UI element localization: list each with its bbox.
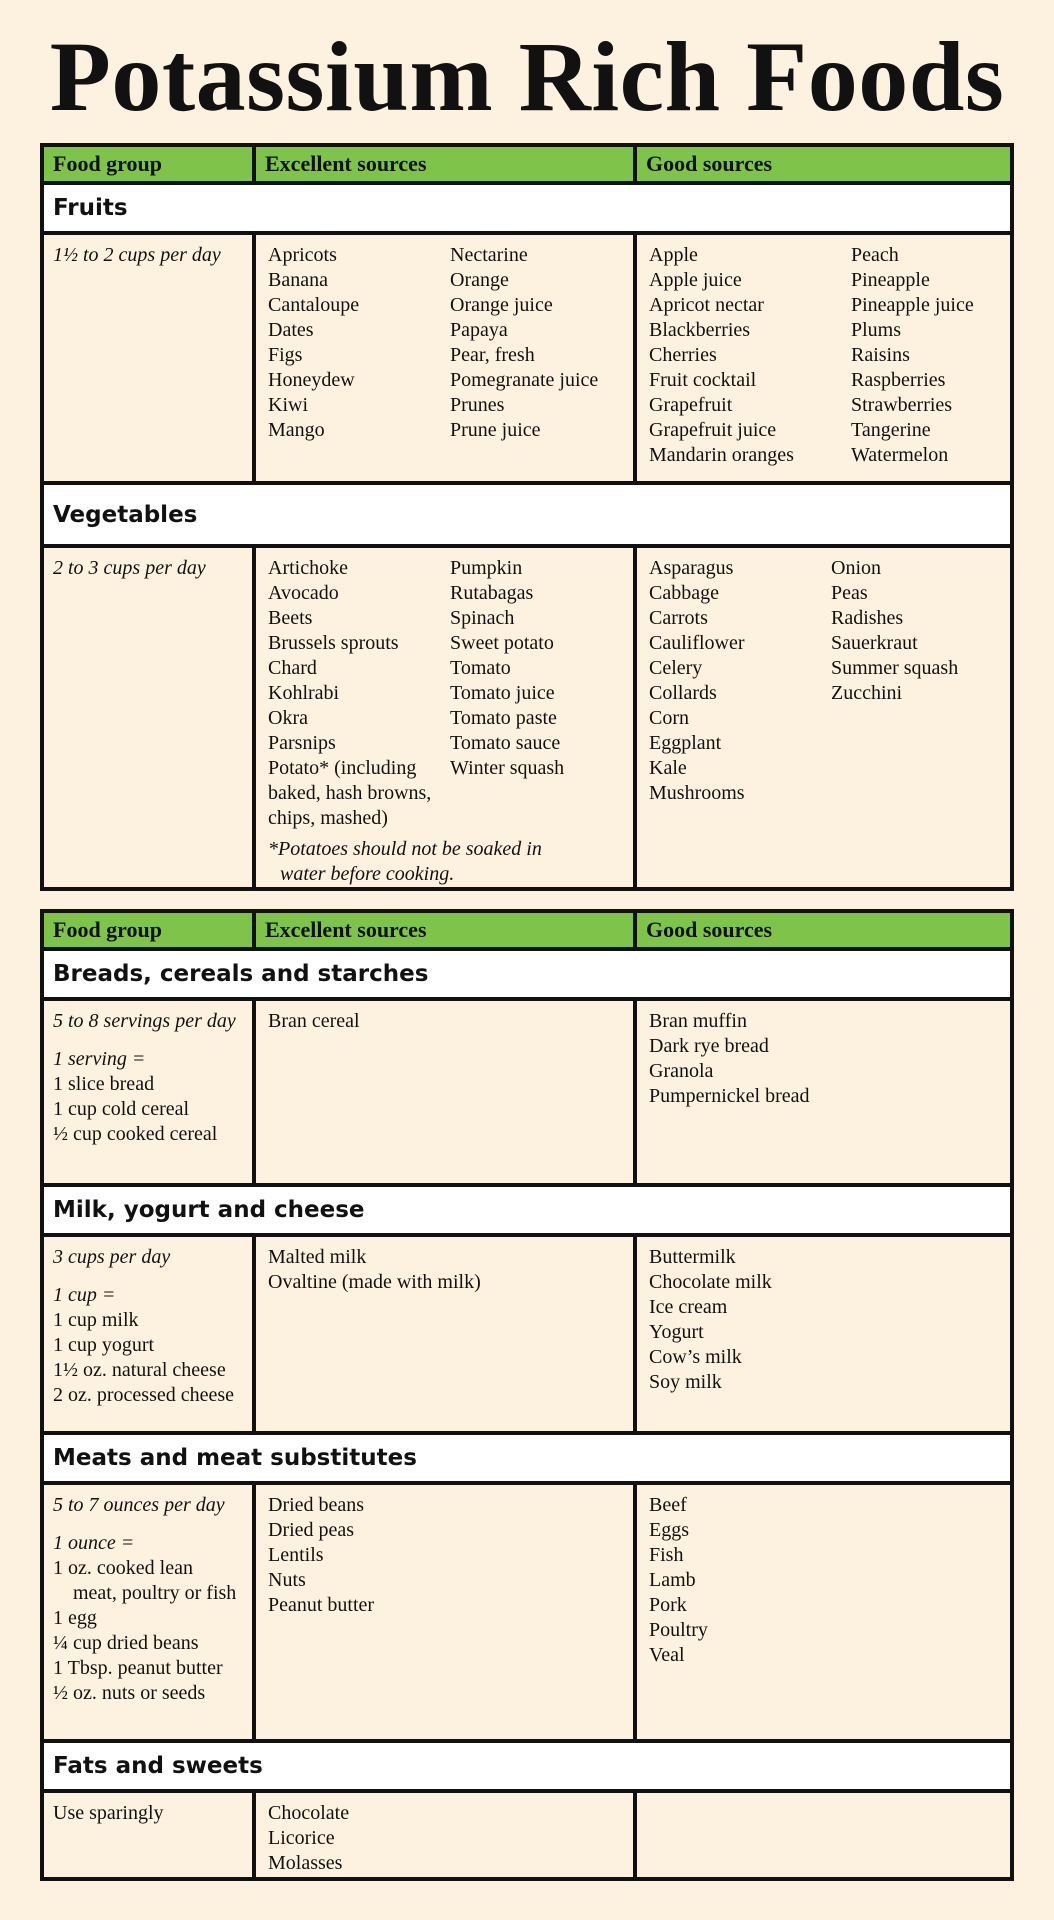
section-breads: Breads, cereals and starches (44, 951, 1010, 1001)
section-meats: Meats and meat substitutes (44, 1435, 1010, 1485)
list-item-group (53, 1072, 252, 1147)
list-item: Kohlrabi (268, 682, 340, 704)
list-item-group (53, 1308, 252, 1408)
list-item: Corn (649, 707, 689, 729)
potato-note (268, 837, 633, 887)
list-item: Parsnips (268, 732, 336, 754)
list-item: Tangerine (851, 419, 931, 441)
serving-meats (44, 1485, 256, 1739)
list-item: Grapefruit juice (649, 419, 777, 441)
list-item: Pineapple (851, 269, 930, 291)
list-item: Onion (831, 557, 881, 579)
list-item: Apple juice (649, 269, 742, 291)
list-item: ½ oz. nuts or seeds (53, 1682, 206, 1704)
list-item-group (53, 1556, 252, 1706)
list-item: ½ cup cooked cereal (53, 1123, 218, 1145)
list-item: Figs (268, 344, 303, 366)
list-item: Cantaloupe (268, 294, 360, 316)
list-item: Cherries (649, 344, 717, 366)
list-item: Cow’s milk (649, 1346, 742, 1368)
serving-vegetables: 2 to 3 cups per day (44, 548, 256, 887)
table-row (44, 548, 1010, 887)
list-item: Sweet potato (450, 632, 554, 654)
list-item: Celery (649, 657, 703, 679)
list-item: Tomato sauce (450, 732, 561, 754)
list-item-group (450, 556, 564, 831)
list-item: Beets (268, 607, 313, 629)
list-item: Honeydew (268, 369, 355, 391)
list-item: Chard (268, 657, 317, 679)
list-item: Artichoke (268, 557, 348, 579)
list-item: Nectarine (450, 244, 528, 266)
list-item: Prunes (450, 394, 505, 416)
list-item: 1 egg (53, 1607, 97, 1629)
list-item: 1 cup cold cereal (53, 1098, 190, 1120)
header-excellent-sources: Excellent sources (256, 147, 637, 181)
list-item: Kiwi (268, 394, 308, 416)
header-good-sources: Good sources (646, 917, 773, 942)
list-item: Peas (831, 582, 868, 604)
list-item: Spinach (450, 607, 515, 629)
list-item: Orange juice (450, 294, 553, 316)
list-item: meat, poultry or fish (73, 1582, 237, 1604)
list-item: Molasses (268, 1852, 343, 1874)
list-item: Bran cereal (268, 1010, 360, 1032)
table-header (44, 147, 1010, 185)
serving-fruits: 1½ to 2 cups per day (44, 235, 256, 481)
fruits-vegetables-table (40, 143, 1014, 891)
list-item: Chocolate milk (649, 1271, 772, 1293)
list-item-group (649, 556, 831, 806)
table-row (44, 1001, 1010, 1187)
list-item: Dates (268, 319, 314, 341)
good-fats (637, 1793, 1010, 1877)
list-item: chips, mashed) (268, 807, 388, 829)
list-item: Dark rye bread (649, 1035, 769, 1057)
list-item: Tomato (450, 657, 511, 679)
list-item: Winter squash (450, 757, 565, 779)
list-item: Cauliflower (649, 632, 745, 654)
list-item: Rutabagas (450, 582, 534, 604)
excellent-fats (256, 1793, 637, 1877)
list-item: Pineapple juice (851, 294, 974, 316)
header-food-group: Food group (44, 913, 256, 947)
list-item: Kale (649, 757, 687, 779)
list-item: Pumpkin (450, 557, 523, 579)
list-item: Strawberries (851, 394, 953, 416)
list-item: Granola (649, 1060, 714, 1082)
list-item: Plums (851, 319, 902, 341)
excellent-vegetables (256, 548, 637, 887)
list-item: Lentils (268, 1544, 324, 1566)
list-item: Peach (851, 244, 899, 266)
list-item: Mandarin oranges (649, 444, 794, 466)
good-vegetables (637, 548, 1010, 887)
section-fruits: Fruits (44, 185, 1010, 235)
list-item: Mushrooms (649, 782, 745, 804)
list-item: Tomato paste (450, 707, 557, 729)
list-item: Soy milk (649, 1371, 722, 1393)
list-item: Watermelon (851, 444, 949, 466)
header-good-sources: Good sources (646, 151, 773, 176)
list-item: Grapefruit (649, 394, 733, 416)
list-item: Asparagus (649, 557, 734, 579)
list-item: 1 cup yogurt (53, 1334, 155, 1356)
list-item: baked, hash browns, (268, 782, 432, 804)
list-item-group (649, 243, 851, 468)
list-item: Apricot nectar (649, 294, 764, 316)
list-item-group (851, 243, 974, 468)
list-item: Apple (649, 244, 698, 266)
list-item: Zucchini (831, 682, 903, 704)
list-item: Cabbage (649, 582, 719, 604)
list-item: Blackberries (649, 319, 751, 341)
list-item: 1 cup milk (53, 1309, 139, 1331)
section-vegetables: Vegetables (44, 485, 1010, 548)
list-item: 1½ oz. natural cheese (53, 1359, 226, 1381)
good-fruits (637, 235, 1010, 481)
header-food-group: Food group (44, 147, 256, 181)
list-item: Nuts (268, 1569, 306, 1591)
list-item: Sauerkraut (831, 632, 918, 654)
list-item: Peanut butter (268, 1594, 375, 1616)
list-item: Okra (268, 707, 308, 729)
note-line: *Potatoes should not be soaked in (268, 838, 542, 860)
list-item: Eggplant (649, 732, 722, 754)
table-row (44, 1485, 1010, 1743)
list-item: Ovaltine (made with milk) (268, 1271, 481, 1293)
list-item: Yogurt (649, 1321, 704, 1343)
list-item: ¼ cup dried beans (53, 1632, 199, 1654)
excellent-fruits (256, 235, 637, 481)
section-fats: Fats and sweets (44, 1743, 1010, 1793)
serving-amount: 3 cups per day (53, 1246, 171, 1268)
table-row (44, 1793, 1010, 1877)
table-header (44, 913, 1010, 951)
serving-fats: Use sparingly (44, 1793, 256, 1877)
list-item: Raisins (851, 344, 910, 366)
list-item-group (268, 556, 450, 831)
excellent-milk (256, 1237, 637, 1431)
list-item: 1 Tbsp. peanut butter (53, 1657, 223, 1679)
section-milk: Milk, yogurt and cheese (44, 1187, 1010, 1237)
list-item: Beef (649, 1494, 687, 1516)
list-item: Bran muffin (649, 1010, 747, 1032)
list-item: Collards (649, 682, 717, 704)
list-item: 1 slice bread (53, 1073, 155, 1095)
table-row (44, 235, 1010, 485)
note-line: water before cooking. (280, 863, 455, 885)
list-item-group (831, 556, 958, 806)
list-item: 1 oz. cooked lean (53, 1557, 193, 1579)
list-item: Banana (268, 269, 328, 291)
list-item: Radishes (831, 607, 904, 629)
list-item: Dried peas (268, 1519, 355, 1541)
serving-unit: 1 cup = (53, 1284, 116, 1306)
good-milk (637, 1237, 1010, 1431)
list-item: Fruit cocktail (649, 369, 757, 391)
excellent-meats (256, 1485, 637, 1739)
other-groups-table (40, 909, 1014, 1881)
list-item: Ice cream (649, 1296, 728, 1318)
list-item: Potato* (including (268, 757, 417, 779)
list-item: Pomegranate juice (450, 369, 599, 391)
good-meats (637, 1485, 1010, 1739)
serving-breads (44, 1001, 256, 1183)
list-item: Brussels sprouts (268, 632, 399, 654)
list-item: Raspberries (851, 369, 946, 391)
list-item: Dried beans (268, 1494, 365, 1516)
table-row (44, 1237, 1010, 1435)
list-item: Licorice (268, 1827, 335, 1849)
list-item: Veal (649, 1644, 685, 1666)
list-item-group (268, 243, 450, 443)
list-item: Fish (649, 1544, 684, 1566)
list-item: Buttermilk (649, 1246, 736, 1268)
serving-amount: 5 to 7 ounces per day (53, 1494, 225, 1516)
list-item: Pumpernickel bread (649, 1085, 810, 1107)
list-item: Orange (450, 269, 509, 291)
list-item: Papaya (450, 319, 508, 341)
list-item: Avocado (268, 582, 339, 604)
list-item: Pear, fresh (450, 344, 535, 366)
list-item: Tomato juice (450, 682, 555, 704)
list-item: Lamb (649, 1569, 696, 1591)
excellent-breads (256, 1001, 637, 1183)
serving-unit: 1 serving = (53, 1048, 146, 1070)
list-item: Chocolate (268, 1802, 350, 1824)
list-item: Prune juice (450, 419, 541, 441)
list-item: Apricots (268, 244, 337, 266)
list-item-group (450, 243, 598, 443)
header-excellent-sources: Excellent sources (256, 913, 637, 947)
list-item: Mango (268, 419, 325, 441)
serving-amount: 5 to 8 servings per day (53, 1010, 236, 1032)
list-item: 2 oz. processed cheese (53, 1384, 235, 1406)
list-item: Malted milk (268, 1246, 367, 1268)
list-item: Summer squash (831, 657, 959, 679)
serving-unit: 1 ounce = (53, 1532, 135, 1554)
serving-milk (44, 1237, 256, 1431)
list-item: Eggs (649, 1519, 689, 1541)
list-item: Carrots (649, 607, 708, 629)
good-breads (637, 1001, 1010, 1183)
page-title: Potassium Rich Foods (49, 21, 1005, 132)
list-item: Pork (649, 1594, 687, 1616)
list-item: Poultry (649, 1619, 708, 1641)
